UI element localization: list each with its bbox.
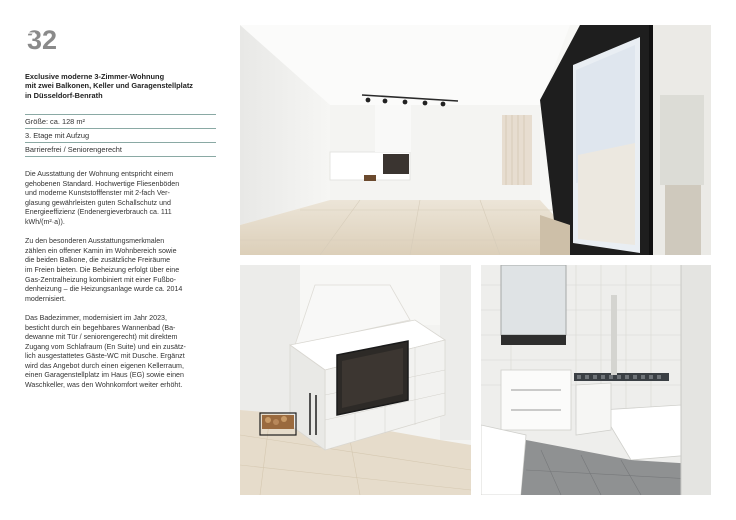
title-line-2: mit zwei Balkonen, Keller und Garagenstellplatz	[25, 81, 193, 91]
logo	[25, 25, 67, 53]
fact-floor: 3. Etage mit Aufzug	[25, 128, 216, 142]
logo-mark	[25, 25, 67, 53]
description	[25, 170, 221, 400]
bathroom-photo	[481, 265, 711, 495]
living-room-photo	[240, 25, 711, 255]
description-paragraph: Die Ausstattung der Wohnung entspricht einem gehobenen Standard. Hochwertige Fliesenböden und moderne Kunststofffenster mit 2-fach Ver- glasung gewährleisten guten Schallschutz und Energieeffizienz (Endenergieverbrauch ca. 111 kWh/(m²·a)).	[25, 170, 180, 226]
title-line-1: Exclusive moderne 3-Zimmer-Wohnung	[25, 72, 165, 81]
description-paragraph: Das Badezimmer, modernisiert im Jahr 2023, besticht durch ein begehbares Wannenbad (Ba- dewanne mit Tür / seniorengerecht) mit direktem Zugang vom Schlafraum (En Suite) und ein zusätz- lich ausgestattetes Gäste-WC mit Dusche. Ergänzt wird das Angebot durch einen eigenen Kellerraum, einen Garagenstellplatz im Haus (EG) sowie einen Waschkeller, was den Wohnkomfort weiter erhöht.	[25, 313, 186, 390]
title-line-3: in Düsseldorf-Benrath	[25, 90, 103, 100]
key-facts-list	[25, 114, 216, 157]
svg-text:32: 32	[27, 25, 58, 53]
fireplace-photo	[240, 265, 471, 495]
listing-title	[25, 72, 225, 100]
fact-size: Größe: ca. 128 m²	[25, 114, 216, 128]
fact-accessibility: Barrierefrei / Seniorengerecht	[25, 142, 216, 157]
description-paragraph: Zu den besonderen Ausstattungsmerkmalen zählen ein offener Kamin im Wohnbereich sowie die beiden Balkone, die zusätzliche Freiräume im Freien bieten. Die Beheizung erfolgt über eine Gas-Zentralheizung kombiniert mit einer Fußbo- denheizung – die Heizungsanlage wurde ca. 2014 modernisiert.	[25, 237, 183, 303]
